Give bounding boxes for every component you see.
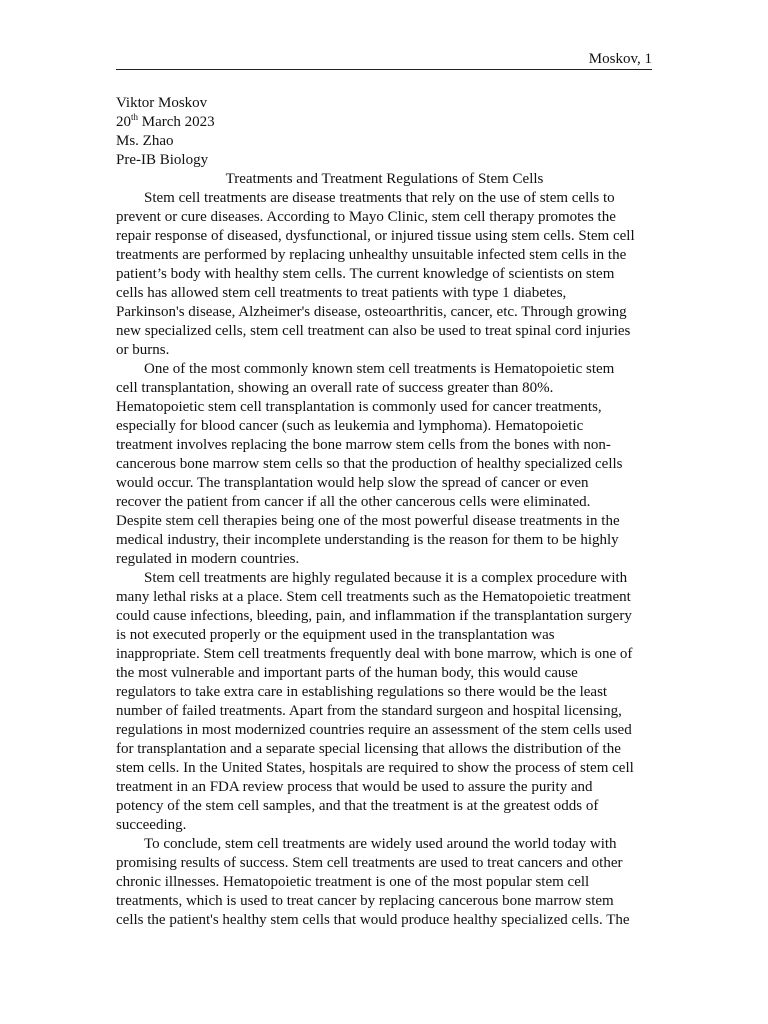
paragraph-1 — [116, 189, 653, 360]
paragraph-line: prevent or cure diseases. According to Mayo Clinic, stem cell therapy promotes the — [116, 209, 616, 225]
paragraph-line: is not executed properly or the equipment used in the transplantation was — [116, 627, 555, 643]
paragraph-line: recover the patient from cancer if all the other cancerous cells were eliminated. — [116, 494, 591, 510]
paragraph-line: cells has allowed stem cell treatments to treat patients with type 1 diabetes, — [116, 285, 567, 301]
paragraph-line: could cause infections, bleeding, pain, and inflammation if the transplantation surgery — [116, 608, 632, 624]
paragraph-3 — [116, 569, 653, 835]
paragraph-line: Stem cell treatments are disease treatments that rely on the use of stem cells to — [144, 190, 615, 206]
paragraph-line: medical industry, their incomplete understanding is the reason for them to be highly — [116, 532, 619, 548]
paragraph-line: Stem cell treatments are highly regulated because it is a complex procedure with — [144, 570, 628, 586]
author-name: Viktor Moskov — [116, 95, 208, 111]
paragraph-line: stem cells. In the United States, hospitals are required to show the process of stem cell — [116, 760, 634, 776]
date-day: 20 — [116, 114, 131, 130]
paragraph-line: number of failed treatments. Apart from the standard surgeon and hospital licensing, — [116, 703, 622, 719]
teacher-name: Ms. Zhao — [116, 133, 174, 149]
paragraph-line: treatment in an FDA review process that would be used to assure the purity and — [116, 779, 593, 795]
paragraph-line: treatment involves replacing the bone marrow stem cells from the bones with non- — [116, 437, 611, 453]
paragraph-line: repair response of diseased, dysfunctional, or injured tissue using stem cells. Stem cell — [116, 228, 635, 244]
paragraph-line: regulations in most modernized countries require an assessment of the stem cells used — [116, 722, 632, 738]
paragraph-line: the most vulnerable and important parts of the human body, this would cause — [116, 665, 578, 681]
paragraph-line: would occur. The transplantation would help slow the spread of cancer or even — [116, 475, 589, 491]
paragraph-2 — [116, 360, 653, 569]
paragraph-line: treatments, which is used to treat cancer by replacing cancerous bone marrow stem — [116, 893, 614, 909]
document-body — [116, 94, 653, 930]
paragraph-line: promising results of success. Stem cell treatments are used to treat cancers and other — [116, 855, 623, 871]
paragraph-line: regulators to take extra care in establishing regulations so there would be the least — [116, 684, 608, 700]
paragraph-line: chronic illnesses. Hematopoietic treatment is one of the most popular stem cell — [116, 874, 590, 890]
essay-paragraphs — [116, 189, 653, 930]
paragraph-line: new specialized cells, stem cell treatment can also be used to treat spinal cord injuries — [116, 323, 631, 339]
paragraph-line: potency of the stem cell samples, and that the treatment is at the greatest odds of — [116, 798, 599, 814]
paragraph-line: regulated in modern countries. — [116, 551, 300, 567]
paragraph-line: cell transplantation, showing an overall rate of success greater than 80%. — [116, 380, 554, 396]
paragraph-line: Parkinson's disease, Alzheimer's disease, osteoarthritis, cancer, etc. Through growing — [116, 304, 627, 320]
course-name: Pre-IB Biology — [116, 152, 209, 168]
paragraph-4 — [116, 835, 653, 930]
paragraph-line: for transplantation and a separate special licensing that allows the distribution of the — [116, 741, 621, 757]
paragraph-line: patient’s body with healthy stem cells. The current knowledge of scientists on stem — [116, 266, 615, 282]
paragraph-line: To conclude, stem cell treatments are widely used around the world today with — [144, 836, 617, 852]
paragraph-line: Despite stem cell therapies being one of the most powerful disease treatments in the — [116, 513, 620, 529]
paragraph-line: especially for blood cancer (such as leukemia and lymphoma). Hematopoietic — [116, 418, 584, 434]
running-header — [116, 50, 652, 70]
paragraph-line: succeeding. — [116, 817, 187, 833]
paragraph-line: treatments are performed by replacing unhealthy unsuitable infected stem cells in the — [116, 247, 627, 263]
date-line — [116, 113, 653, 132]
paragraph-line: or burns. — [116, 342, 170, 358]
paragraph-line: inappropriate. Stem cell treatments frequently deal with bone marrow, which is one of — [116, 646, 633, 662]
paragraph-line: cells the patient's healthy stem cells that would produce healthy specialized cells. The — [116, 912, 630, 928]
page-number-header: Moskov, 1 — [588, 51, 652, 67]
paragraph-line: One of the most commonly known stem cell treatments is Hematopoietic stem — [144, 361, 615, 377]
paragraph-line: many lethal risks at a place. Stem cell treatments such as the Hematopoietic treatment — [116, 589, 631, 605]
paragraph-line: cancerous bone marrow stem cells so that the production of healthy specialized cells — [116, 456, 623, 472]
date-rest: March 2023 — [138, 114, 215, 130]
paragraph-line: Hematopoietic stem cell transplantation is commonly used for cancer treatments, — [116, 399, 602, 415]
date-suffix: th — [131, 112, 139, 122]
essay-title: Treatments and Treatment Regulations of Stem Cells — [225, 171, 544, 187]
